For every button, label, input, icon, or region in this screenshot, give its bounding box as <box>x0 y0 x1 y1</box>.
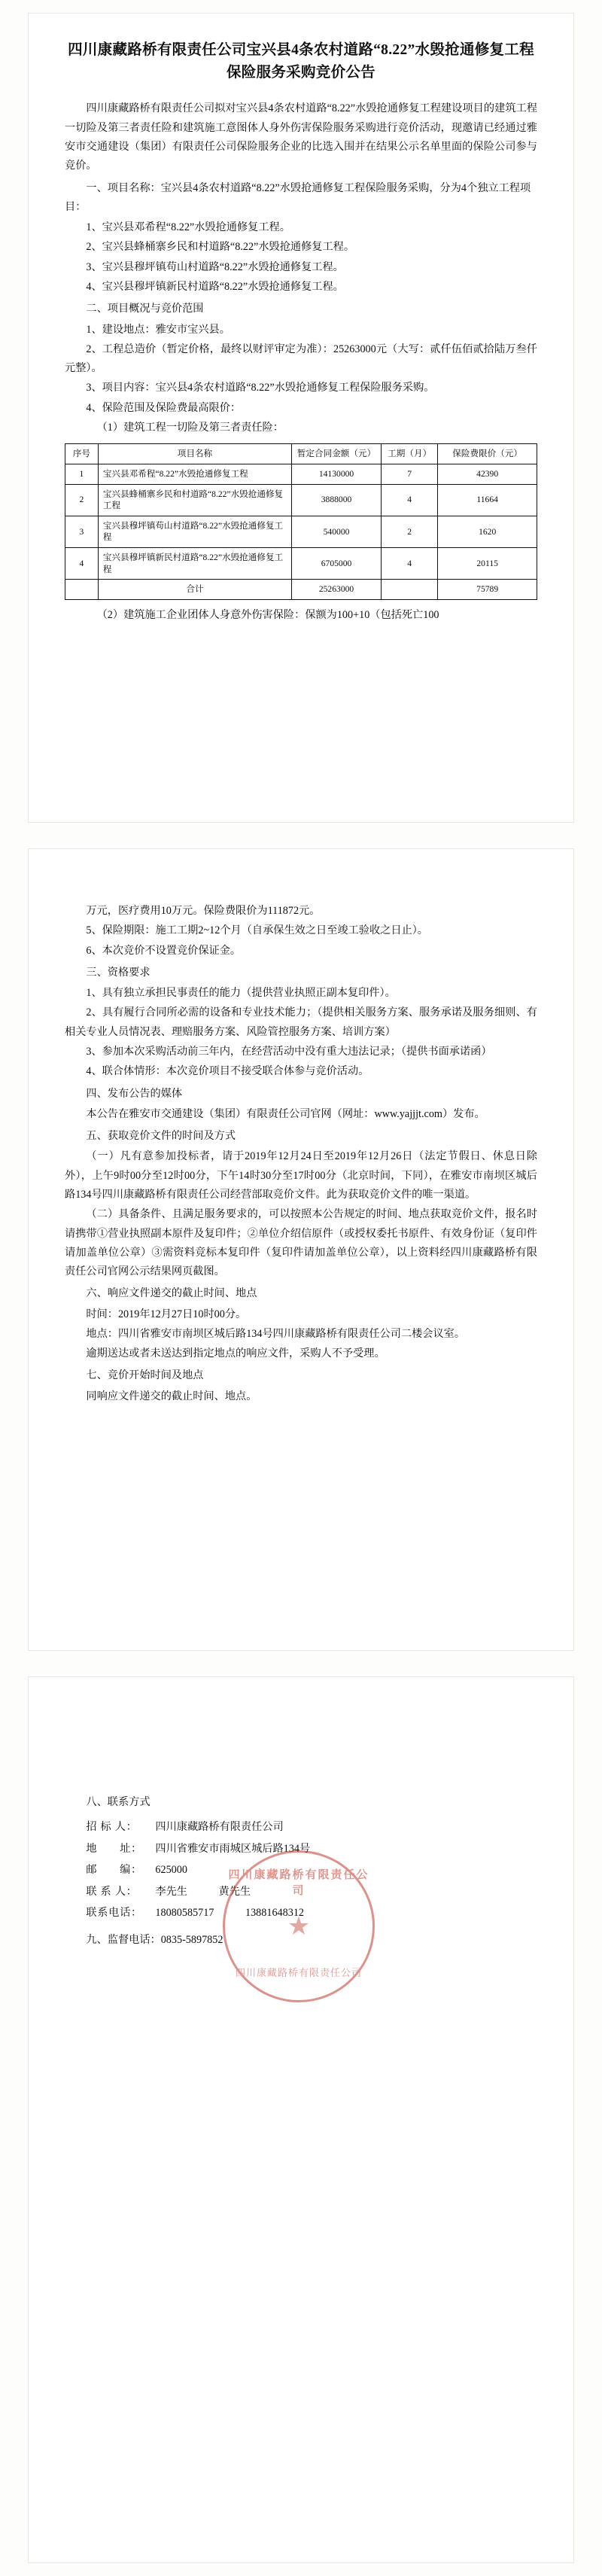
table-cell: 3 <box>65 516 99 547</box>
section-1-item-3: 3、宝兴县穆坪镇苟山村道路“8.22”水毁抢通修复工程。 <box>86 260 344 273</box>
table-cell: 3888000 <box>291 484 381 516</box>
section-3-heading: 三、资格要求 <box>86 966 150 979</box>
table-cell: 宝兴县穆坪镇新民村道路“8.22”水毁抢通修复工程 <box>98 548 291 580</box>
page2-line-1: 万元，医疗费用10万元。保险费限价为111872元。 <box>86 905 321 917</box>
contact-value: 四川康藏路桥有限责任公司 <box>155 1821 284 1834</box>
table-header-cell: 工期（月） <box>382 444 438 464</box>
section-9-heading: 九、监督电话：0835-5897852 <box>86 1934 223 1947</box>
table-cell: 宝兴县穆坪镇苟山村道路“8.22”水毁抢通修复工程 <box>98 516 291 547</box>
contact-label: 联系电话： <box>86 1906 142 1919</box>
contact-phone-2: 13881648312 <box>245 1906 304 1919</box>
contact-label: 地 址： <box>86 1842 142 1855</box>
table-cell: 4 <box>382 548 438 580</box>
section-3-item-2: 2、具有履行合同所必需的设备和专业技术能力；（提供相关服务方案、服务承诺及服务细则、有相关专业人员情况表、理赔服务方案、风险管控服务方案、培训方案） <box>65 1006 537 1038</box>
intro-paragraph: 四川康藏路桥有限责任公司拟对宝兴县4条农村道路“8.22”水毁抢通修复工程建设项目的建筑工程一切险及第三者责任险和建筑施工意图体人身外伤害保险服务采购进行竞价活动，现邀请已经通过雅安市交通建设（集团）有限责任公司保险服务企业的比选入围并在结果公示名单里面的保险公司参与竞价。 <box>65 102 537 172</box>
table-cell: 宝兴县蜂桶寨乡民和村道路“8.22”水毁抢通修复工程 <box>98 484 291 516</box>
section-8-heading: 八、联系方式 <box>86 1796 150 1808</box>
page-sheet <box>29 1677 573 2562</box>
section-1-item-2: 2、宝兴县蜂桶寨乡民和村道路“8.22”水毁抢通修复工程。 <box>86 241 355 254</box>
document-page-2 <box>0 836 602 1664</box>
contact-block <box>65 1816 537 1923</box>
section-5-item-1: （一）凡有意参加投标者，请于2019年12月24日至2019年12月26日（法定节假日、休息日除外），上午9时00分至12时00分，下午14时30分至17时00分（北京时间，下同），在雅安市南坝区城后路134号四川康藏路桥有限责任公司经营部取竞价文件。此为获取竞价文件的唯一渠道。 <box>65 1150 537 1201</box>
page-content <box>65 902 537 1407</box>
section-5-item-2: （二）具备条件、且满足服务要求的，可以按照本公告规定的时间、地点获取竞价文件，报名时请携带①营业执照副本原件及复印件；②单位介绍信原件（或授权委托书原件、有效身份证（复印件请加盖单位公章）③需资料竞标本复印件（复印件请加盖单位公章），以上资料经四川康藏路桥有限责任公司官网公示结果网页截图。 <box>65 1208 537 1278</box>
section-5-heading: 五、获取竞价文件的时间及方式 <box>86 1130 236 1143</box>
contact-person-1: 李先生 <box>155 1885 187 1898</box>
table-cell: 2 <box>65 484 99 516</box>
contact-value: 625000 <box>155 1864 187 1877</box>
contact-value: 四川省雅安市雨城区城后路134号 <box>155 1842 311 1855</box>
table-row <box>65 548 537 580</box>
contact-label: 招 标 人： <box>86 1821 138 1834</box>
section-3-item-3: 3、参加本次采购活动前三年内，在经营活动中没有重大违法记录；（提供书面承诺函） <box>86 1045 492 1058</box>
contact-row-postcode <box>65 1859 537 1880</box>
table-cell: 11664 <box>438 484 537 516</box>
section-3-item-4: 4、联合体情形：本次竞价项目不接受联合体参与竞价活动。 <box>86 1065 369 1078</box>
contact-person-2: 黄先生 <box>218 1885 251 1898</box>
section-4-text: 本公告在雅安市交通建设（集团）有限责任公司官网（网址：www.yajjjt.com）发布。 <box>86 1107 485 1120</box>
table-cell: 宝兴县邓希程“8.22”水毁抢通修复工程 <box>98 464 291 484</box>
contact-row-person <box>65 1881 537 1902</box>
section-7-text: 同响应文件递交的截止时间、地点。 <box>86 1390 257 1402</box>
section-4-heading: 四、发布公告的媒体 <box>86 1087 183 1100</box>
table-row <box>65 516 537 547</box>
page-sheet <box>29 849 573 1650</box>
table-cell: 4 <box>382 484 438 516</box>
section-1-item-1: 1、宝兴县邓希程“8.22”水毁抢通修复工程。 <box>86 221 290 234</box>
section-7-heading: 七、竞价开始时间及地点 <box>86 1369 204 1382</box>
table-row <box>65 464 537 484</box>
contact-row-bidder <box>65 1816 537 1838</box>
seal-bottom-text: 四川康藏路桥有限责任公司 <box>235 1967 362 1978</box>
section-2-heading: 二、项目概况与竞价范围 <box>86 303 204 315</box>
section-6-item-2: 地点：四川省雅安市南坝区城后路134号四川康藏路桥有限责任公司二楼会议室。 <box>86 1327 466 1340</box>
contact-value <box>155 1881 537 1902</box>
table-header-cell: 暂定合同金额（元） <box>291 444 381 464</box>
table-cell: 2 <box>382 516 438 547</box>
contact-row-address <box>65 1838 537 1859</box>
table-cell: 4 <box>65 548 99 580</box>
table-cell: 25263000 <box>291 580 381 600</box>
contact-label: 联 系 人： <box>86 1885 138 1898</box>
table-header-cell: 项目名称 <box>98 444 291 464</box>
section-6-item-3: 逾期送达或者未送达到指定地点的响应文件，采购人不予受理。 <box>86 1347 385 1360</box>
table-cell: 20115 <box>438 548 537 580</box>
section-2-item-1: 1、建设地点：雅安市宝兴县。 <box>86 323 230 336</box>
document-page-3 <box>0 1664 602 2576</box>
section-1-item-4: 4、宝兴县穆坪镇新民村道路“8.22”水毁抢通修复工程。 <box>86 280 344 293</box>
contact-phone-1: 18080585717 <box>155 1906 214 1919</box>
seal-top-text: 四川康藏路桥有限责任公司 <box>228 1869 369 1897</box>
insurance-fee-table <box>65 443 537 600</box>
star-icon: ★ <box>287 1913 311 1941</box>
table-cell: 14130000 <box>291 464 381 484</box>
section-2-item-2: 2、工程总造价（暂定价格，最终以财评审定为准）：25263000元（大写：贰仟伍佰贰拾陆万叁仟元整）。 <box>65 343 537 375</box>
table-cell: 75789 <box>438 580 537 600</box>
table-cell: 42390 <box>438 464 537 484</box>
table-cell: 1620 <box>438 516 537 547</box>
table-cell <box>382 580 438 600</box>
table-cell: 1 <box>65 464 99 484</box>
table-header-cell: 保险费限价（元） <box>438 444 537 464</box>
section-6-item-1: 时间：2019年12月27日10时00分。 <box>86 1308 247 1320</box>
document-page-1 <box>0 0 602 836</box>
table-cell: 6705000 <box>291 548 381 580</box>
page-content <box>65 1790 537 1978</box>
contact-value <box>155 1902 537 1923</box>
table-cell: 合计 <box>98 580 291 600</box>
page-content <box>65 35 537 626</box>
section-1-heading: 一、项目名称：宝兴县4条农村道路“8.22”水毁抢通修复工程保险服务采购，分为4个独立工程项目： <box>65 181 531 213</box>
contact-label: 邮 编： <box>86 1864 142 1877</box>
section-6-heading: 六、响应文件递交的截止时间、地点 <box>86 1287 257 1300</box>
section-3-item-1: 1、具有独立承担民事责任的能力（提供营业执照正副本复印件）。 <box>86 987 396 1000</box>
table-header-row <box>65 444 537 464</box>
section-2-sub-2: （2）建筑施工企业团体人身意外伤害保险：保额为100+10（包括死亡100 <box>96 608 439 621</box>
contact-row-phone <box>65 1902 537 1923</box>
section-2-sub-1: （1）建筑工程一切险及第三者责任险： <box>96 421 284 434</box>
page2-line-2: 5、保险期限：施工工期2~12个月（自承保生效之日至竣工验收之日止）。 <box>86 924 428 937</box>
section-2-item-3: 3、项目内容：宝兴县4条农村道路“8.22”水毁抢通修复工程保险服务采购。 <box>86 382 435 394</box>
section-2-item-4: 4、保险范围及保险费最高限价： <box>86 401 242 414</box>
table-cell: 540000 <box>291 516 381 547</box>
page-sheet <box>29 14 573 822</box>
table-row <box>65 484 537 516</box>
table-header-cell: 序号 <box>65 444 99 464</box>
table-row-total <box>65 580 537 600</box>
table-cell <box>65 580 99 600</box>
page2-line-3: 6、本次竞价不设置竞价保证金。 <box>86 944 242 957</box>
page-title: 四川康藏路桥有限责任公司宝兴县4条农村道路“8.22”水毁抢通修复工程保险服务采购竞价公告 <box>68 42 534 81</box>
table-cell: 7 <box>382 464 438 484</box>
